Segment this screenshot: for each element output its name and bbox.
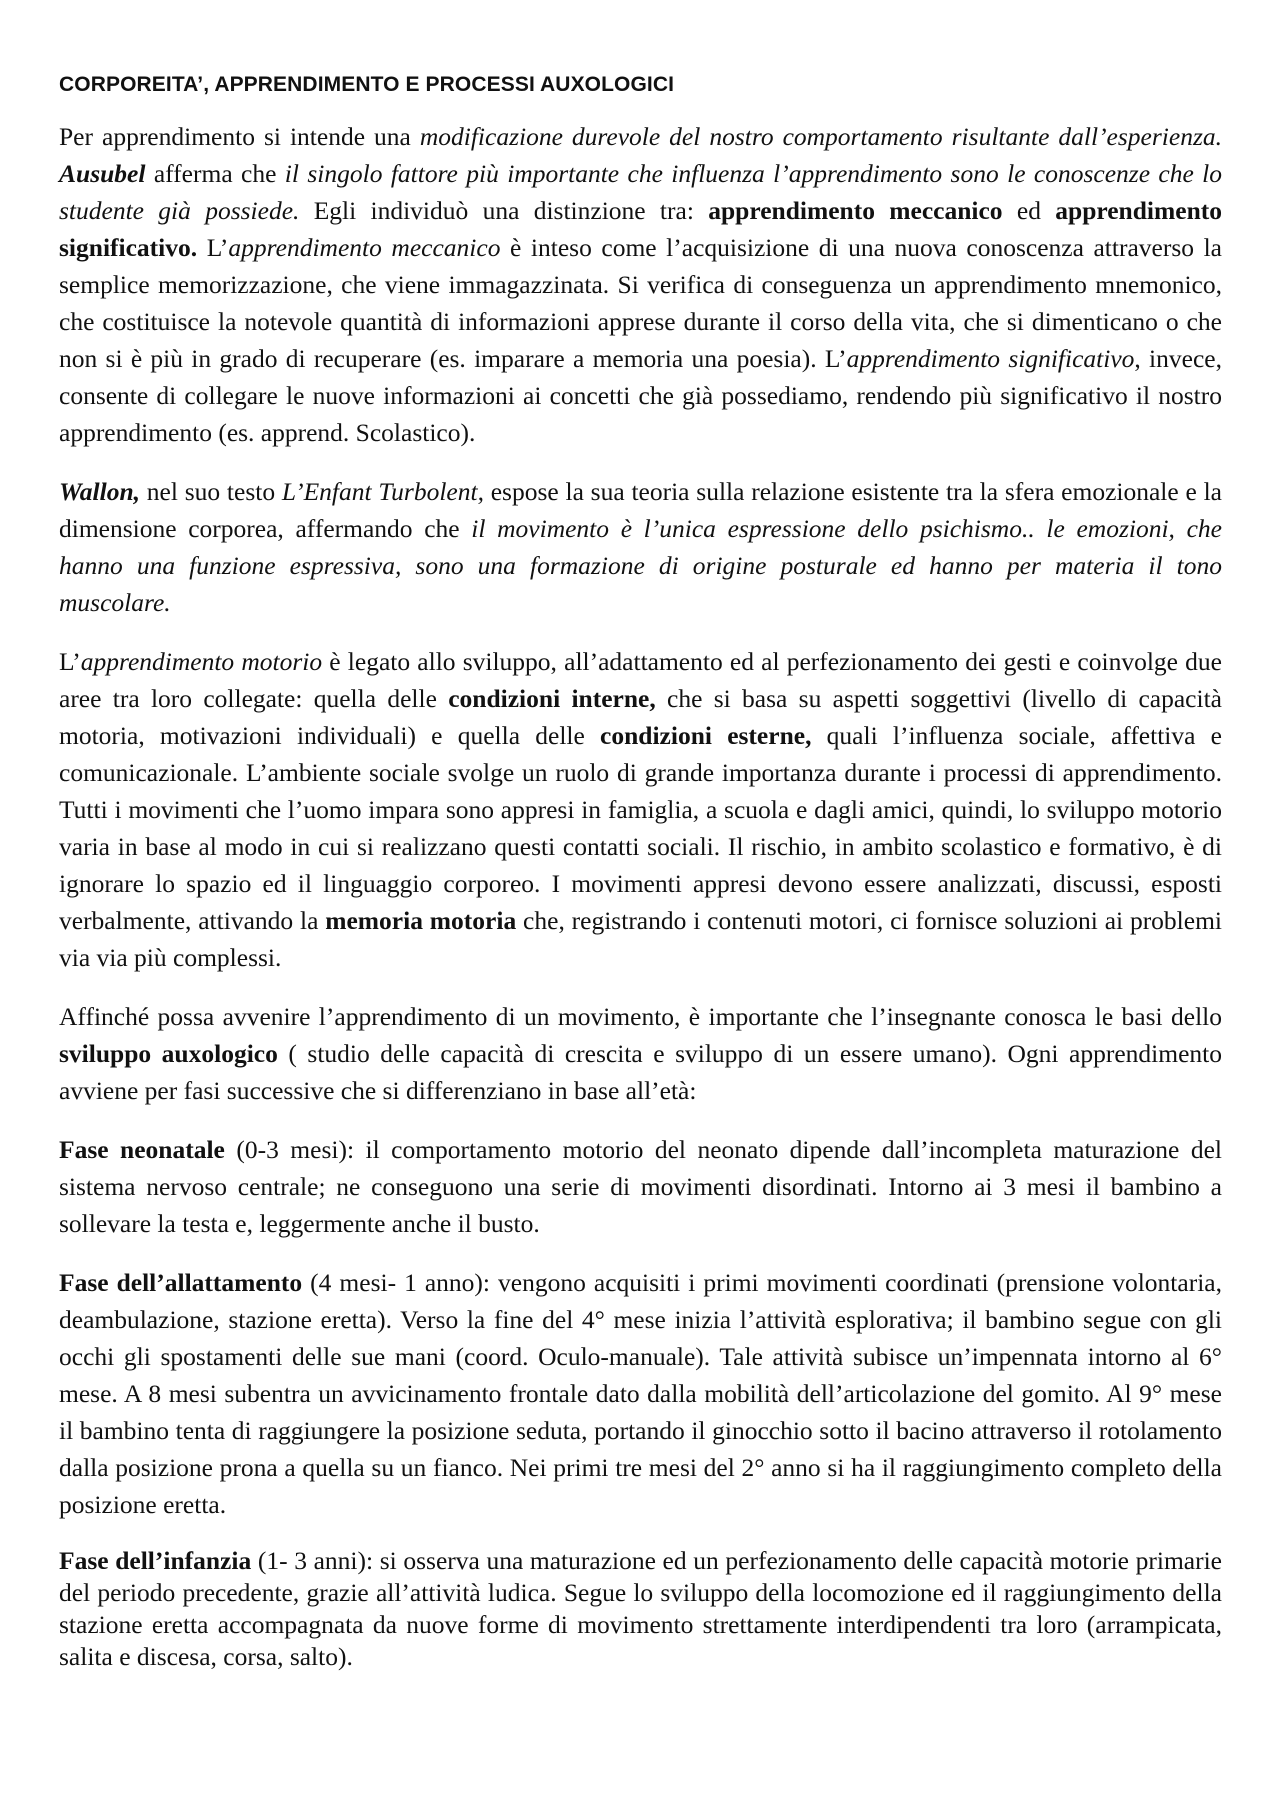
phase-heading: Fase dell’infanzia <box>59 1546 252 1575</box>
author-ausubel: Ausubel <box>59 159 146 188</box>
paragraph-ausubel: Per apprendimento si intende una modificazione durevole del nostro comportamento risultante dall’esperienza. Ausubel afferma che il singolo fattore più importante che influenza l’apprendimento sono le conoscenze che lo studente già possiede. Egli individuò una distinzione tra: apprendimento meccanico ed apprendimento significativo. L’apprendimento meccanico è inteso come l’acquisizione di una nuova conoscenza attraverso la semplice memorizzazione, che viene immagazzinata. Si verifica di conseguenza un apprendimento mnemonico, che costituisce la notevole quantità di informazioni apprese durante il corso della vita, che si dimenticano o che non si è più in grado di recuperare (es. imparare a memoria una poesia). L’apprendimento significativo, invece, consente di collegare le nuove informazioni ai concetti che già possediamo, rendendo più significativo il nostro apprendimento (es. apprend. Scolastico). <box>59 122 1222 447</box>
paragraph-fase-allattamento: Fase dell’allattamento (4 mesi- 1 anno): vengono acquisiti i primi movimenti coordinati (prensione volontaria, deambulazione, stazione eretta). Verso la fine del 4° mese inizia l’attività esplorativa; il bambino segue con gli occhi gli spostamenti delle sue mani (coord. Oculo-manuale). Tale attività subisce un’impennata intorno al 6° mese. A 8 mesi subentra un avvicinamento frontale dato dalla mobilità dell’articolazione del gomito. Al 9° mese il bambino tenta di raggiungere la posizione seduta, portando il ginocchio sotto il bacino attraverso il rotolamento dalla posizione prona a quella su un fianco. Nei primi tre mesi del 2° anno si ha il raggiungimento completo della posizione eretta. <box>59 1268 1222 1519</box>
phase-heading: Fase neonatale <box>59 1135 225 1164</box>
paragraph-apprendimento-motorio: L’apprendimento motorio è legato allo sviluppo, all’adattamento ed al perfezionamento dei gesti e coinvolge due aree tra loro collegate: quella delle condizioni interne, che si basa su aspetti soggettivi (livello di capacità motoria, motivazioni individuali) e quella delle condizioni esterne, quali l’influenza sociale, affettiva e comunicazionale. L’ambiente sociale svolge un ruolo di grande importanza durante i processi di apprendimento. Tutti i movimenti che l’uomo impara sono appresi in famiglia, a scuola e dagli amici, quindi, lo sviluppo motorio varia in base al modo in cui si realizzano questi contatti sociali. Il rischio, in ambito scolastico e formativo, è di ignorare lo spazio ed il linguaggio corporeo. I movimenti appresi devono essere analizzati, discussi, esposti verbalmente, attivando la memoria motoria che, registrando i contenuti motori, ci fornisce soluzioni ai problemi via via più complessi. <box>59 647 1223 972</box>
phase-heading: Fase dell’allattamento <box>59 1268 303 1297</box>
paragraph-fase-infanzia: Fase dell’infanzia (1- 3 anni): si osserva una maturazione ed un perfezionamento delle capacità motorie primarie del periodo precedente, grazie all’attività ludica. Segue lo sviluppo della locomozione ed il raggiungimento della stazione eretta accompagnata da nuove forme di movimento strettamente interdipendenti tra loro (arrampicata, salita e discesa, corsa, salto). <box>59 1546 1223 1671</box>
paragraph-wallon: Wallon, nel suo testo L’Enfant Turbolent, espose la sua teoria sulla relazione esistente tra la sfera emozionale e la dimensione corporea, affermando che il movimento è l’unica espressione dello psichismo.. le emozioni, che hanno una funzione espressiva, sono una formazione di origine posturale ed hanno per materia il tono muscolare. <box>59 477 1222 617</box>
author-wallon: Wallon, <box>59 477 141 506</box>
paragraph-sviluppo-auxologico: Affinché possa avvenire l’apprendimento di un movimento, è importante che l’insegnante conosca le basi dello sviluppo auxologico ( studio delle capacità di crescita e sviluppo di un essere umano). Ogni apprendimento avviene per fasi successive che si differenziano in base all’età: <box>59 1002 1223 1105</box>
document-page <box>59 60 1222 1695</box>
paragraph-fase-neonatale: Fase neonatale (0-3 mesi): il comportamento motorio del neonato dipende dall’incompleta maturazione del sistema nervoso centrale; ne conseguono una serie di movimenti disordinati. Intorno ai 3 mesi il bambino a sollevare la testa e, leggermente anche il busto. <box>59 1135 1222 1238</box>
document-title: CORPOREITA’, APPRENDIMENTO E PROCESSI AUXOLOGICI <box>59 73 675 96</box>
